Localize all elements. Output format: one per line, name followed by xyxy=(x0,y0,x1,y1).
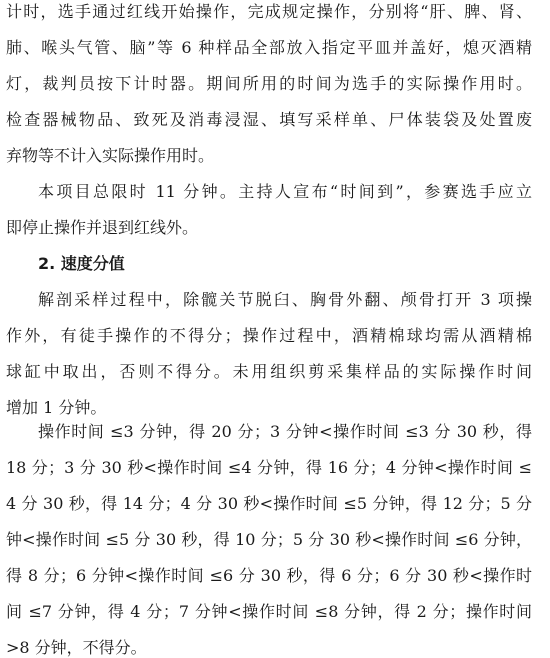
paragraph-4-line-1: 操作时间 ≤3 分钟，得 20 分；3 分钟<操作时间 ≤3 分 30 秒，得 xyxy=(38,422,532,441)
paragraph-1-line-1: 计时，选手通过红线开始操作，完成规定操作，分别将“肝、脾、肾、 xyxy=(6,2,532,21)
paragraph-1-line-3: 灯，裁判员按下计时器。期间所用的时间为选手的实际操作用时。 xyxy=(6,74,532,93)
section-heading: 2. 速度分值 xyxy=(38,254,125,273)
paragraph-3-line-2: 作外，有徒手操作的不得分；操作过程中，酒精棉球均需从酒精棉 xyxy=(6,326,532,345)
paragraph-3-line-1: 解剖采样过程中，除髋关节脱臼、胸骨外翻、颅骨打开 3 项操 xyxy=(38,290,532,309)
paragraph-2-line-1: 本项目总限时 11 分钟。主持人宣布“时间到”，参赛选手应立 xyxy=(38,182,532,201)
paragraph-1-line-4: 检查器械物品、致死及消毒浸湿、填写采样单、尸体装袋及处置废 xyxy=(6,110,532,129)
paragraph-3-line-3: 球缸中取出，否则不得分。未用组织剪采集样品的实际操作时间 xyxy=(6,362,532,381)
paragraph-1-line-2: 肺、喉头气管、脑”等 6 种样品全部放入指定平皿并盖好，熄灭酒精 xyxy=(6,38,532,57)
paragraph-4-line-3: 4 分 30 秒，得 14 分；4 分 30 秒<操作时间 ≤5 分钟，得 12 分；5 分 xyxy=(6,494,532,513)
paragraph-4-line-7: >8 分钟，不得分。 xyxy=(6,638,147,657)
paragraph-3-line-4: 增加 1 分钟。 xyxy=(6,398,107,417)
paragraph-2-line-2: 即停止操作并退到红线外。 xyxy=(6,218,199,237)
paragraph-4-line-5: 得 8 分；6 分钟<操作时间 ≤6 分 30 秒，得 6 分；6 分 30 秒<操作时 xyxy=(6,566,532,585)
paragraph-4-line-4: 钟<操作时间 ≤5 分 30 秒，得 10 分；5 分 30 秒<操作时间 ≤6 分钟， xyxy=(6,530,532,549)
paragraph-1-line-5: 弃物等不计入实际操作用时。 xyxy=(6,146,215,165)
paragraph-4-line-2: 18 分；3 分 30 秒<操作时间 ≤4 分钟，得 16 分；4 分钟<操作时间 ≤ xyxy=(6,458,532,477)
paragraph-4-line-6: 间 ≤7 分钟，得 4 分；7 分钟<操作时间 ≤8 分钟，得 2 分；操作时间 xyxy=(6,602,532,621)
